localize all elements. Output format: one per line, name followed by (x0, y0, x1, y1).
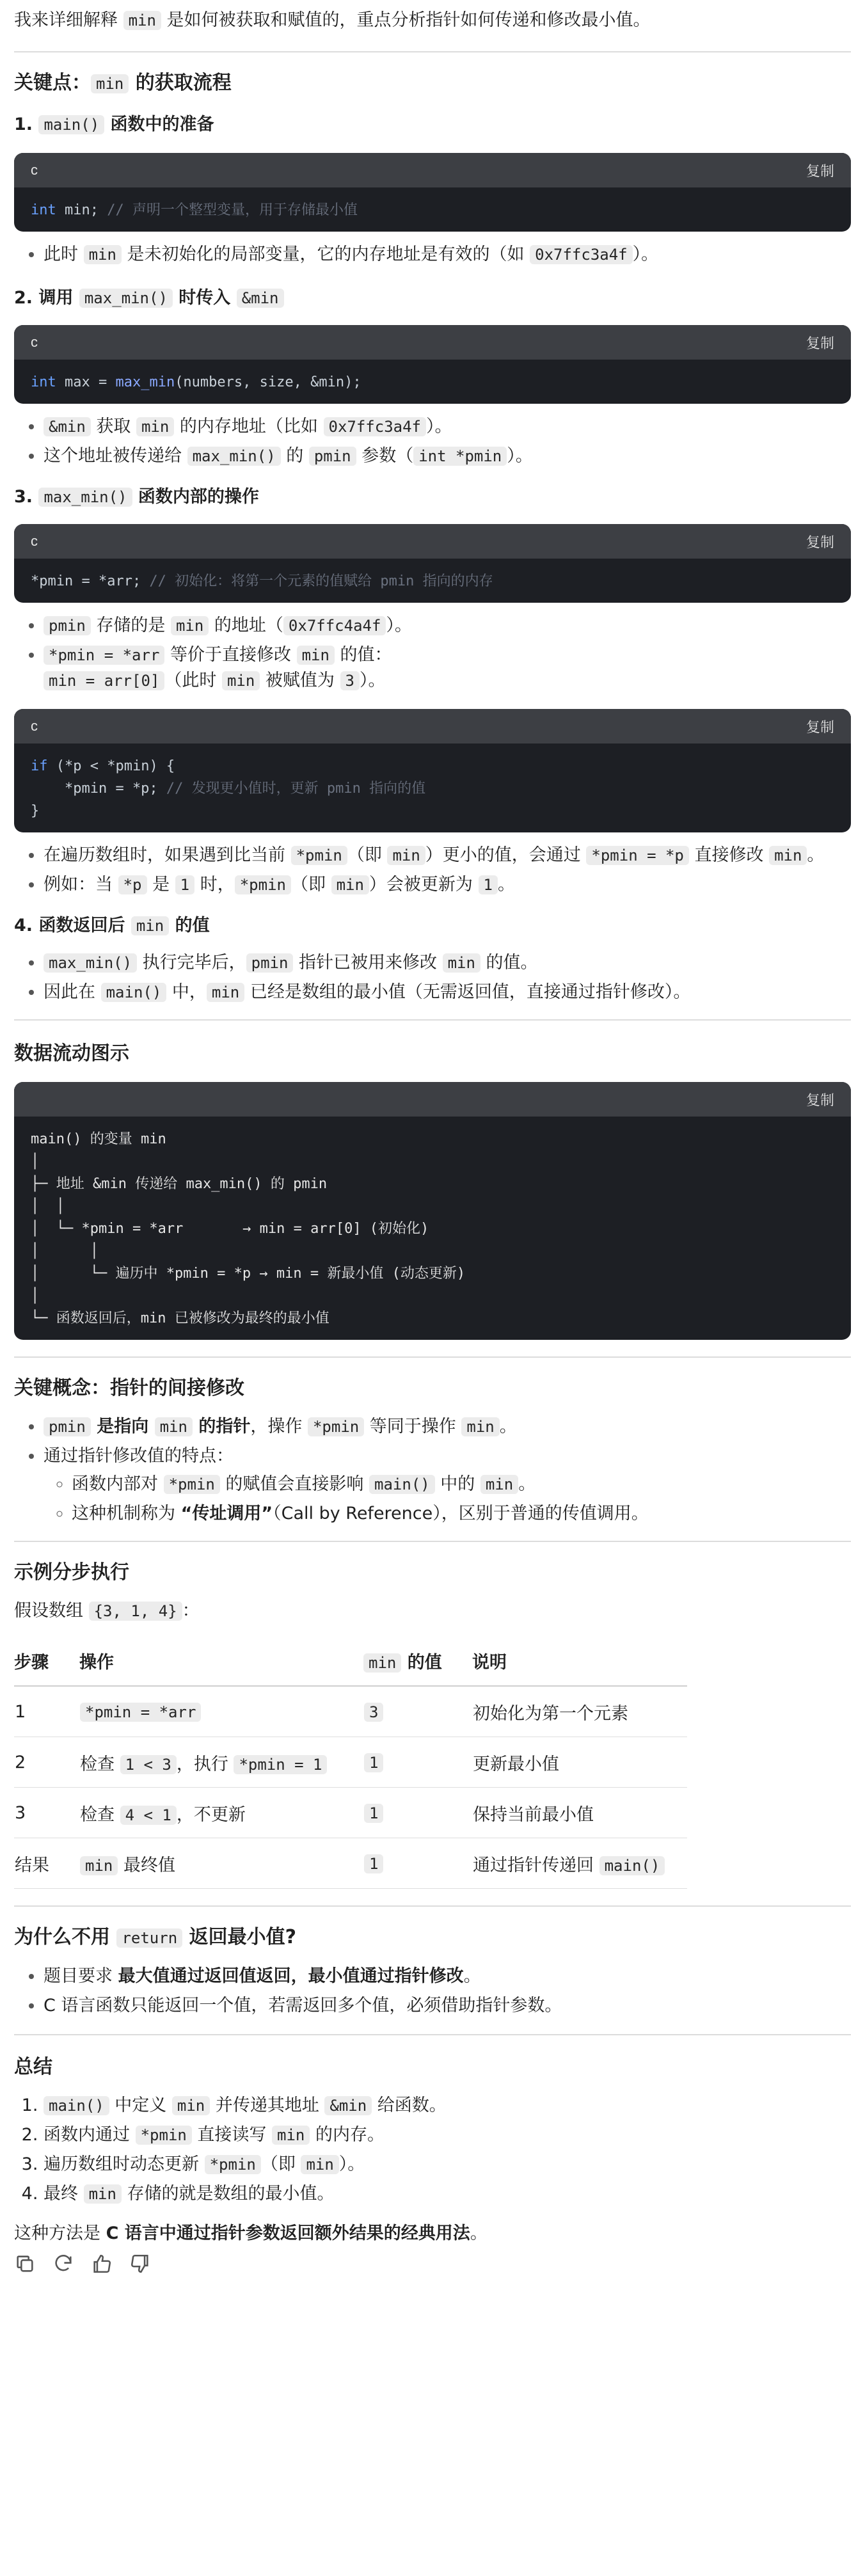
refresh-icon[interactable] (52, 2253, 74, 2275)
bullet-list (14, 950, 851, 1005)
diagram-line: │ │ (31, 1243, 99, 1259)
bullet-list (14, 613, 851, 694)
inline-code: min (272, 2126, 310, 2145)
inline-code: max_min() (44, 953, 137, 973)
inline-code: *pmin (136, 2126, 192, 2145)
code-block (14, 709, 851, 832)
table-cell: min 最终值 (79, 1838, 363, 1889)
list-item: ◦ 函数内部对 *pmin 的赋值会直接影响 main() 中的 min 。 (72, 1472, 851, 1497)
bullet-list (14, 1964, 851, 2019)
inline-code: max_min() (38, 488, 132, 507)
inline-code: pmin (44, 1417, 91, 1436)
inline-code: min (387, 846, 425, 865)
list-item: ◦ 这种机制称为 “传址调用”（Call by Reference），区别于普通的传值调用。 (72, 1501, 851, 1527)
list-item: • 此时 min 是未初始化的局部变量，它的内存地址是有效的（如 0x7ffc3a4f ）。 (44, 242, 851, 267)
inline-code: min (207, 983, 244, 1002)
inline-code: 3 (364, 1703, 383, 1722)
inline-code: 1 (364, 1854, 383, 1873)
inline-code: main() (44, 2096, 109, 2115)
list-item: • max_min() 执行完毕后， pmin 指针已被用来修改 min 的值。 (44, 950, 851, 976)
inline-code: min (171, 616, 209, 635)
intro-text (14, 8, 851, 33)
table-cell: 检查 1 < 3 ，执行 *pmin = 1 (79, 1737, 363, 1788)
inline-code: *pmin (205, 2155, 261, 2174)
inline-code: 0x7ffc3a4f (324, 417, 427, 436)
inline-code: *pmin = 1 (234, 1755, 327, 1774)
section-heading: 示例分步执行 (14, 1561, 129, 1584)
divider (14, 1905, 851, 1907)
list-item: • pmin 存储的是 min 的地址（ 0x7ffc4a4f ）。 (44, 613, 851, 639)
subsection-heading: 4. 函数返回后 min 的值 (14, 916, 210, 935)
code-language-label: c (31, 334, 38, 350)
inline-code: 1 (175, 875, 194, 894)
inline-code: min (222, 671, 260, 690)
diagram-line: └─ 函数返回后，min 已被修改为最终的最小值 (31, 1310, 329, 1326)
inline-code: min (480, 1475, 518, 1494)
divider (14, 2034, 851, 2035)
inline-code: &min (237, 289, 284, 308)
diagram-line: main() 的变量 min (31, 1131, 166, 1147)
inline-code: main() (38, 115, 104, 134)
list-item: 2. 函数内通过 *pmin 直接读写 min 的内存。 (44, 2122, 851, 2148)
code-block-header (14, 325, 851, 360)
copy-code-button[interactable]: 复制 (805, 719, 834, 735)
diagram-line: │ └─ *pmin = *arr → min = arr[0] (初始化) (31, 1221, 429, 1237)
table-cell (363, 1838, 472, 1889)
message-actions (14, 2253, 851, 2275)
inline-code: 0x7ffc4a4f (283, 616, 386, 635)
inline-code: *pmin (235, 875, 291, 894)
code-block-header (14, 709, 851, 743)
divider (14, 1356, 851, 1358)
section-heading (14, 69, 851, 98)
inline-code: 0x7ffc3a4f (530, 245, 633, 264)
intro-post: 是如何被获取和赋值的，重点分析指针如何传递和修改最小值。 (161, 10, 651, 30)
thumbs-down-icon[interactable] (129, 2253, 151, 2275)
code-content: if (*p < *pmin) { *pmin = *p; // 发现更小值时，更新 pmin 指向的值 } (31, 758, 426, 819)
code-content: *pmin = *arr; // 初始化：将第一个元素的值赋给 pmin 指向的内存 (31, 573, 493, 589)
subsection-heading: 3. max_min() 函数内部的操作 (14, 487, 259, 507)
code-content (14, 187, 851, 232)
inline-code: 1 (364, 1753, 383, 1772)
copy-code-button[interactable]: 复制 (805, 163, 834, 179)
table-cell (363, 1686, 472, 1737)
subsection-heading: 2. 调用 max_min() 时传入 &min (14, 285, 851, 311)
divider (14, 1541, 851, 1542)
inline-code: max_min() (79, 289, 173, 308)
inline-code: pmin (44, 616, 91, 635)
bullet-list (14, 1414, 851, 1527)
table-row (14, 1686, 687, 1737)
list-item: 4. 最终 min 存储的就是数组的最小值。 (44, 2181, 851, 2207)
inline-code: pmin (309, 447, 356, 466)
table-cell: 2 (14, 1737, 79, 1788)
diagram-code-block (14, 1082, 851, 1340)
example-intro: 假设数组 {3, 1, 4} ： (14, 1601, 200, 1621)
inline-code: int *pmin (413, 447, 507, 466)
inline-code: 4 < 1 (120, 1806, 177, 1825)
list-item: • 例如：当 *p 是 1 时， *pmin （即 min ）会被更新为 1 。 (44, 872, 851, 898)
numbered-list (14, 2093, 851, 2207)
table-cell (363, 1737, 472, 1788)
inline-code: min (84, 245, 122, 264)
section-heading: 关键概念：指针的间接修改 (14, 1377, 244, 1399)
inline-code: min (172, 2096, 210, 2115)
copy-code-button[interactable]: 复制 (805, 1092, 834, 1108)
closing-text: 这种方法是 C 语言中通过指针参数返回额外结果的经典用法。 (14, 2223, 488, 2243)
inline-code: pmin (246, 953, 294, 973)
list-item: • pmin 是指向 min 的指针，操作 *pmin 等同于操作 min 。 (44, 1414, 851, 1440)
inline-code: min (123, 11, 161, 30)
heading-text: 函数中的准备 (104, 115, 214, 134)
inline-code: min (297, 646, 335, 665)
code-content: int max = max_min(numbers, size, &min); (31, 374, 361, 390)
inline-code: max_min() (187, 447, 281, 466)
inline-code: 1 (479, 875, 498, 894)
list-item: 1. main() 中定义 min 并传递其地址 &min 给函数。 (44, 2093, 851, 2119)
table-cell (363, 1788, 472, 1838)
inline-code: main() (369, 1475, 435, 1494)
diagram-line: ├─ 地址 &min 传递给 max_min() 的 pmin (31, 1176, 328, 1192)
list-item: 3. 遍历数组时动态更新 *pmin （即 min ）。 (44, 2152, 851, 2177)
diagram-line: │ (31, 1288, 40, 1304)
copy-code-button[interactable]: 复制 (805, 335, 834, 351)
code-language-label: c (31, 718, 38, 734)
inline-code: &min (324, 2096, 372, 2115)
table-cell: 保持当前最小值 (472, 1788, 687, 1838)
code-token: min; (56, 202, 99, 218)
inline-code: *pmin = *arr (80, 1703, 201, 1722)
code-block-header (14, 524, 851, 559)
table-cell: 通过指针传递回 main() (472, 1838, 687, 1889)
inline-code: *pmin = *p (586, 846, 689, 865)
inline-code: main() (599, 1856, 665, 1875)
inline-code: 1 < 3 (120, 1755, 177, 1774)
inline-code: min = arr[0] (44, 671, 164, 690)
list-item: • 这个地址被传递给 max_min() 的 pmin 参数（ int *pmin ）。 (44, 443, 851, 469)
code-block (14, 325, 851, 404)
code-language-label: c (31, 162, 38, 178)
inline-code: 1 (364, 1804, 383, 1823)
inline-code: min (301, 2155, 338, 2174)
heading-text: 关键点： (14, 72, 91, 94)
inline-code: *pmin (164, 1475, 220, 1494)
column-header: 说明 (472, 1635, 687, 1686)
diagram-line: │ └─ 遍历中 *pmin = *p → min = 新最小值 (动态更新) (31, 1266, 466, 1282)
inline-code: *pmin (291, 846, 347, 865)
list-item: • 题目要求 最大值通过返回值返回，最小值通过指针修改。 (44, 1964, 851, 1989)
subsection-heading (14, 112, 851, 138)
table-cell: 检查 4 < 1 ，不更新 (79, 1788, 363, 1838)
heading-text: 1. (14, 115, 39, 134)
inline-code: 3 (340, 671, 360, 690)
table-cell: 结果 (14, 1838, 79, 1889)
inline-code: min (443, 953, 480, 973)
table-header-row (14, 1635, 687, 1686)
diagram-line: │ │ (31, 1198, 65, 1214)
list-item: • 因此在 main() 中， min 已经是数组的最小值（无需返回值，直接通过指针修改）。 (44, 980, 851, 1005)
inline-code: min (136, 417, 174, 436)
copy-code-button[interactable]: 复制 (805, 534, 834, 550)
heading-text: 的获取流程 (129, 72, 232, 94)
list-item: • C 语言函数只能返回一个值，若需返回多个值，必须借助指针参数。 (44, 1993, 851, 2019)
column-header: min 的值 (363, 1635, 472, 1686)
section-heading: 为什么不用 return 返回最小值? (14, 1926, 297, 1948)
table-cell: 更新最小值 (472, 1737, 687, 1788)
inline-code: min (331, 875, 369, 894)
divider (14, 51, 851, 52)
inline-code: *pmin (308, 1417, 364, 1436)
inline-code: {3, 1, 4} (89, 1602, 182, 1621)
table-row (14, 1838, 687, 1889)
bullet-list (14, 843, 851, 898)
inline-code: min (461, 1417, 499, 1436)
divider (14, 1019, 851, 1021)
table-cell (79, 1686, 363, 1737)
flow-diagram (14, 1117, 851, 1340)
column-header: 步骤 (14, 1635, 79, 1686)
thumbs-up-icon[interactable] (91, 2253, 113, 2275)
bullet-list (14, 242, 851, 267)
code-block-header (14, 1082, 851, 1117)
inline-code: min (155, 1417, 193, 1436)
list-item: • *pmin = *arr 等价于直接修改 min 的值： min = arr[0] （此时 min 被赋值为 3 ）。 (44, 642, 851, 694)
code-comment: // 声明一个整型变量，用于存储最小值 (98, 202, 358, 218)
inline-code: min (91, 74, 129, 93)
inline-code: *pmin = *arr (44, 646, 164, 665)
table-row (14, 1788, 687, 1838)
section-heading: 总结 (14, 2056, 52, 2078)
code-block (14, 153, 851, 232)
code-block (14, 524, 851, 603)
inline-code: min (84, 2184, 122, 2204)
list-item: • &min 获取 min 的内存地址（比如 0x7ffc3a4f ）。 (44, 414, 851, 440)
table-cell: 1 (14, 1686, 79, 1737)
section-heading: 数据流动图示 (14, 1042, 129, 1065)
example-table (14, 1635, 687, 1889)
diagram-line: │ (31, 1154, 40, 1170)
inline-code: &min (44, 417, 91, 436)
inline-code: return (116, 1928, 182, 1948)
code-block-header (14, 153, 851, 187)
bullet-list (14, 414, 851, 469)
list-item: • 在遍历数组时，如果遇到比当前 *pmin （即 min ）更小的值，会通过 *pmin = *p 直接修改 min 。 (44, 843, 851, 868)
table-cell: 3 (14, 1788, 79, 1838)
code-language-label: c (31, 533, 38, 549)
inline-code: min (80, 1856, 118, 1875)
code-token: int (31, 202, 56, 218)
inline-code: main() (101, 983, 167, 1002)
inline-code: min (769, 846, 807, 865)
copy-icon[interactable] (14, 2253, 36, 2275)
inline-code: min (131, 916, 169, 935)
intro-pre: 我来详细解释 (14, 10, 123, 30)
column-header: 操作 (79, 1635, 363, 1686)
table-cell: 初始化为第一个元素 (472, 1686, 687, 1737)
list-item: • 通过指针修改值的特点： ◦ 函数内部对 *pmin 的赋值会直接影响 main() 中的 min 。 ◦ 这种机制称为 “传址调用”（Call by Reference），区别于普通的传值调用。 (44, 1443, 851, 1527)
table-row (14, 1737, 687, 1788)
inline-code: min (363, 1653, 401, 1673)
inline-code: *p (118, 875, 147, 894)
